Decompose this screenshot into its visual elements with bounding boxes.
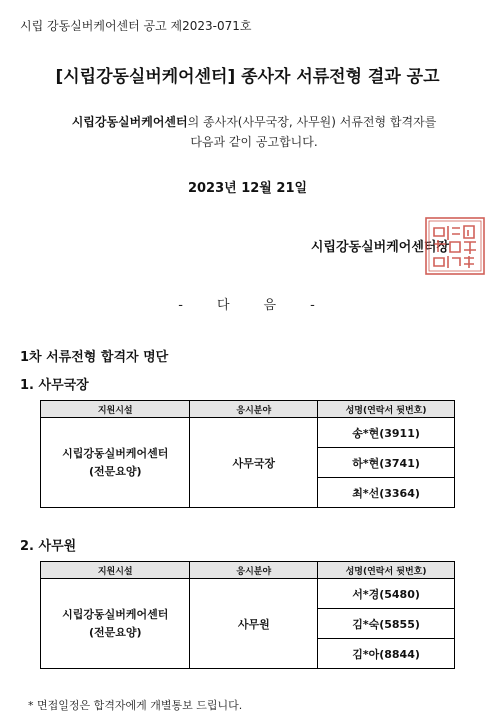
field-cell: 사무원 xyxy=(190,579,318,669)
section-title-clerk: 2. 사무원 xyxy=(20,539,77,554)
result-table-manager xyxy=(40,400,455,508)
announcement-date: 2023년 12월 21일 xyxy=(187,181,308,196)
result-table-clerk xyxy=(40,561,455,669)
applicant-name: 최*선(3364) xyxy=(318,478,455,508)
facility-cell xyxy=(41,579,190,669)
header-field: 응시분야 xyxy=(190,401,318,418)
signer-name: 시립강동실버케어센터장 xyxy=(310,240,449,255)
header-facility: 지원시설 xyxy=(41,562,190,579)
table-row xyxy=(41,579,455,609)
applicant-name: 서*경(5480) xyxy=(318,579,455,609)
facility-type: (전문요양) xyxy=(88,625,142,639)
daum-dash-right: - xyxy=(310,298,317,313)
daum-word-1: 다 xyxy=(216,298,232,313)
header-name: 성명(연락서 뒷번호) xyxy=(318,562,455,579)
daum-dash-left: - xyxy=(178,298,185,313)
facility-type: (전문요양) xyxy=(88,464,142,478)
facility-cell xyxy=(41,418,190,508)
intro-text-line1: 의 종사자(사무국장, 사무원) 서류전형 합격자를 xyxy=(187,115,437,129)
table-header-row xyxy=(41,562,455,579)
notice-number: 시립 강동실버케어센터 공고 제2023-071호 xyxy=(20,19,252,33)
applicant-name: 김*숙(5855) xyxy=(318,609,455,639)
applicant-name: 김*아(8844) xyxy=(318,639,455,669)
official-seal-stamp xyxy=(424,216,486,276)
intro-paragraph xyxy=(40,112,468,152)
facility-name: 시립강동실버케어센터 xyxy=(62,607,169,621)
table-header-row xyxy=(41,401,455,418)
table-row xyxy=(41,418,455,448)
header-name: 성명(연락서 뒷번호) xyxy=(318,401,455,418)
field-cell: 사무국장 xyxy=(190,418,318,508)
applicant-name: 송*현(3911) xyxy=(318,418,455,448)
facility-name: 시립강동실버케어센터 xyxy=(62,446,169,460)
intro-org-name: 시립강동실버케어센터 xyxy=(71,115,188,129)
daum-heading xyxy=(0,294,495,313)
page-title: [시립강동실버케어센터] 종사자 서류전형 결과 공고 xyxy=(55,67,440,87)
header-field: 응시분야 xyxy=(190,562,318,579)
intro-text-line2: 다음과 같이 공고합니다. xyxy=(190,135,318,149)
header-facility: 지원시설 xyxy=(41,401,190,418)
pass-list-title: 1차 서류전형 합격자 명단 xyxy=(20,350,169,365)
footnote: * 면접일정은 합격자에게 개별통보 드립니다. xyxy=(28,699,243,712)
section-title-manager: 1. 사무국장 xyxy=(20,378,89,393)
daum-word-2: 음 xyxy=(263,298,279,313)
applicant-name: 하*현(3741) xyxy=(318,448,455,478)
